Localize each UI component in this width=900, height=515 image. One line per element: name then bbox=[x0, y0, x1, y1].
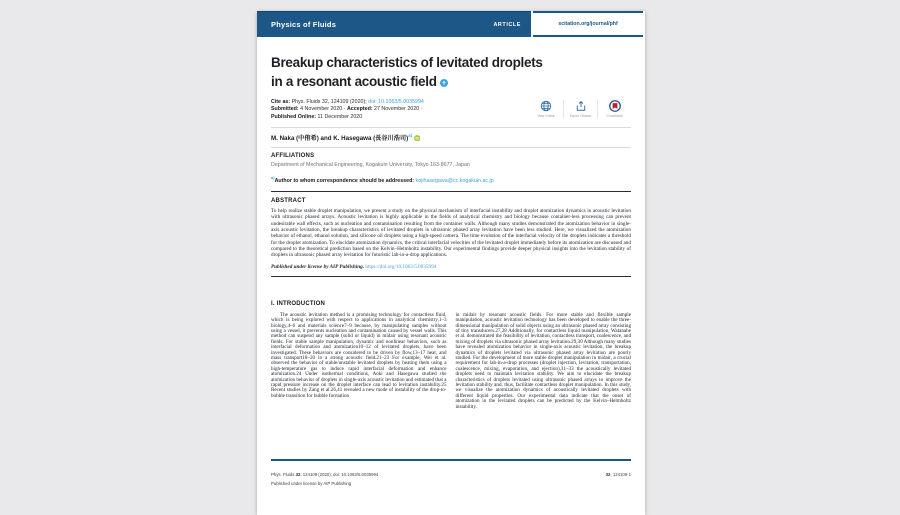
correspondence-email-link[interactable]: kojihasegawa@cc.kogakuin.ac.jp bbox=[414, 178, 494, 185]
affiliations-heading: AFFILIATIONS bbox=[271, 153, 315, 160]
export-citation-button[interactable] bbox=[563, 100, 597, 118]
introduction-columns bbox=[271, 313, 631, 410]
section-divider bbox=[271, 276, 631, 277]
divider bbox=[271, 147, 631, 148]
citation-block bbox=[271, 99, 631, 121]
affiliation-text: Department of Mechanical Engineering, Kogakuin University, Tokyo 163-8677, Japan bbox=[271, 162, 470, 169]
correspondence-label: Author to whom correspondence should be addressed: bbox=[274, 178, 415, 185]
accepted-label: Accepted: bbox=[346, 106, 373, 113]
license-line bbox=[271, 264, 631, 270]
article-title bbox=[271, 53, 631, 91]
introduction-heading: I. INTRODUCTION bbox=[271, 300, 325, 307]
abstract-heading: ABSTRACT bbox=[271, 198, 306, 205]
journal-site-link[interactable] bbox=[533, 11, 643, 37]
submitted-label: Submitted: bbox=[271, 106, 299, 113]
doi-link[interactable]: doi: 10.1063/5.0035994 bbox=[368, 99, 424, 105]
license-text: Published under license by AIP Publishing. bbox=[271, 263, 365, 270]
action-icons bbox=[529, 99, 631, 118]
submitted-accepted-line: Submitted: 4 November 2020 · Accepted: 27 November 2020 · bbox=[271, 106, 423, 113]
footer-license: Published under license by AIP Publishing bbox=[271, 480, 352, 486]
paper-page bbox=[257, 11, 645, 515]
published-online-label: Published Online: bbox=[271, 113, 317, 120]
crossmark-label: CrossMark bbox=[606, 114, 623, 118]
orcid-icon[interactable] bbox=[414, 135, 421, 142]
author-line bbox=[271, 128, 631, 147]
journal-banner bbox=[257, 11, 531, 37]
footer-rule bbox=[271, 459, 631, 461]
view-online-label: View Online bbox=[537, 114, 555, 118]
license-doi-link[interactable]: https://doi.org/10.1063/5.0035994 bbox=[364, 263, 437, 270]
article-title-line2: in a resonant acoustic field bbox=[271, 74, 437, 89]
introduction-left-column: The acoustic levitation method is a promising technology for contactless fluid, which is being explored with respect to applications in analytical chemistry,1–3 biology,4–6 and materials science7–9 because, by manipulating samples without using a vessel, it prevents nucleation and contamination caused by vessel walls. This method can suspend any sample (solid or liquid) in midair using resonant acoustic fields. For stable sample manipulation, dynamic and nonlinear behaviors, such as interfacial deformation and atomization10–12 of levitated droplets, have been investigated. These behaviors are considered to be driven by flow,13–17 heat, and mass transport18–20 in a strong acoustic field.21–23 For example, Wei et al. observed the behavior of stable/unstable levitated droplets by heating them using a high-temperature gas to induce rapid interfacial deformation and enhance atomization.24 Under isothermal conditions, Aoki and Hasegawa studied the atomization behavior of droplets in single-axis acoustic levitation and estimated that a rapid pressure increase on the droplet interface can lead to levitation instability.25 Recent studies by Zang et al.26,41 revealed a new mode of instability of the drop-to-bubble transition for bubble formation bbox=[271, 311, 447, 399]
cite-as-line: Cite as: Phys. Fluids 32, 124109 (2020); doi: 10.1063/5.0035994 bbox=[271, 99, 424, 105]
view-online-button[interactable] bbox=[529, 100, 563, 118]
abstract-text: To help realize stable droplet manipulation, we present a study on the physical mechanism of interfacial instability and droplet atomization dynamics in acoustic levitation with ultrasonic phased arrays. Acoustic levitation is highly applicable in the fields of analytical chemistry and biology because container-less processing can prevent undesirable wall effects, such as nucleation and contamination resulting from the container walls. Although many studies demonstrated the atomization behavior in single-axis acoustic levitation, the breakup characteristics of levitated droplets in ultrasonic phased array levitation have been less studied. Here, we visualized the atomization behavior of ethanol, ethanol solution, and silicone oil droplets using a high-speed camera. The time evolution of the interfacial velocity of the droplets indicates a threshold for the droplet atomization. To elucidate atomization dynamics, the critical interfacial velocities of the levitated droplet immediately before its atomization are discussed and compared to the theoretical prediction based on the Kelvin–Helmholtz instability. Our experimental findings provide deeper physical insights into the levitation stability of droplets in ultrasonic phased array levitation for futuristic lab-in-a-drop applications. bbox=[271, 208, 631, 259]
svg-text:iD: iD bbox=[415, 136, 419, 141]
globe-icon bbox=[540, 100, 552, 112]
journal-site-link-text: scitation.org/journal/phf bbox=[558, 21, 618, 27]
article-type-label: ARTICLE bbox=[493, 21, 521, 28]
crossmark-button[interactable] bbox=[597, 100, 631, 118]
export-citation-label: Export Citation bbox=[569, 114, 592, 118]
masthead bbox=[257, 11, 645, 37]
article-title-line1: Breakup characteristics of levitated droplets bbox=[271, 55, 543, 70]
introduction-right-column: in midair by resonant acoustic fields. For more stable and flexible sample manipulation, acoustic levitation technology has been developed to enable the three-dimensional manipulation of solid objects using an ultrasonic phased array consisting of tiny transducers.27,28 Additionally, for contactless liquid manipulation, Watanabe et al. demonstrated the feasibility of levitation, contactless transport, coalescence, and mixing of droplets via ultrasonic phased array levitation.29,30 Although many studies have revealed atomization behavior in single-axis acoustic levitation, the breakup dynamics of droplets levitated via ultrasonic phased array levitation are poorly studied. For the development of more stable droplet manipulation in midair, a crucial requirement for lab-in-a-drop processes (droplet injection, levitation, transportation, coalescence, mixing, evaporation, and ejection),31–33 the acoustically levitated droplets need to maintain levitation stability. We aim to elucidate the breakup characteristics of droplets levitated using ultrasonic phased arrays to improve the levitation stability and, thus, facilitate contactless droplet manipulation. In this study, we visualize the atomization dynamics of acoustically levitated droplets with different liquid properties. Our experimental data indicate that the onset of atomization in the levitated droplets can be predicted by the Kelvin–Helmholtz instability. bbox=[455, 311, 631, 410]
journal-name: Physics of Fluids bbox=[271, 20, 337, 29]
section-divider bbox=[271, 191, 631, 192]
footer-citation: Phys. Fluids 32, 124109 (2020); doi: 10.1063/5.0035994 Published under license by AIP Publishing bbox=[271, 471, 378, 488]
corresponding-author-mark: a) bbox=[408, 133, 412, 139]
footer-page-number: 32, 124109-1 bbox=[605, 472, 631, 477]
export-icon bbox=[575, 100, 587, 112]
page-footer bbox=[271, 471, 631, 488]
free-access-badge-icon[interactable] bbox=[440, 79, 448, 87]
published-line: Published Online: 11 December 2020 bbox=[271, 113, 363, 120]
cite-as-label: Cite as: bbox=[271, 99, 291, 105]
author-names: M. Naka (中侑希) and K. Hasegawa (長谷川浩司) bbox=[271, 135, 409, 143]
crossmark-icon bbox=[609, 100, 621, 112]
correspondence-line: $^{a)}$Author to whom correspondence should be addressed: kojihasegawa@cc.kogakuin.ac.jp bbox=[271, 175, 494, 185]
